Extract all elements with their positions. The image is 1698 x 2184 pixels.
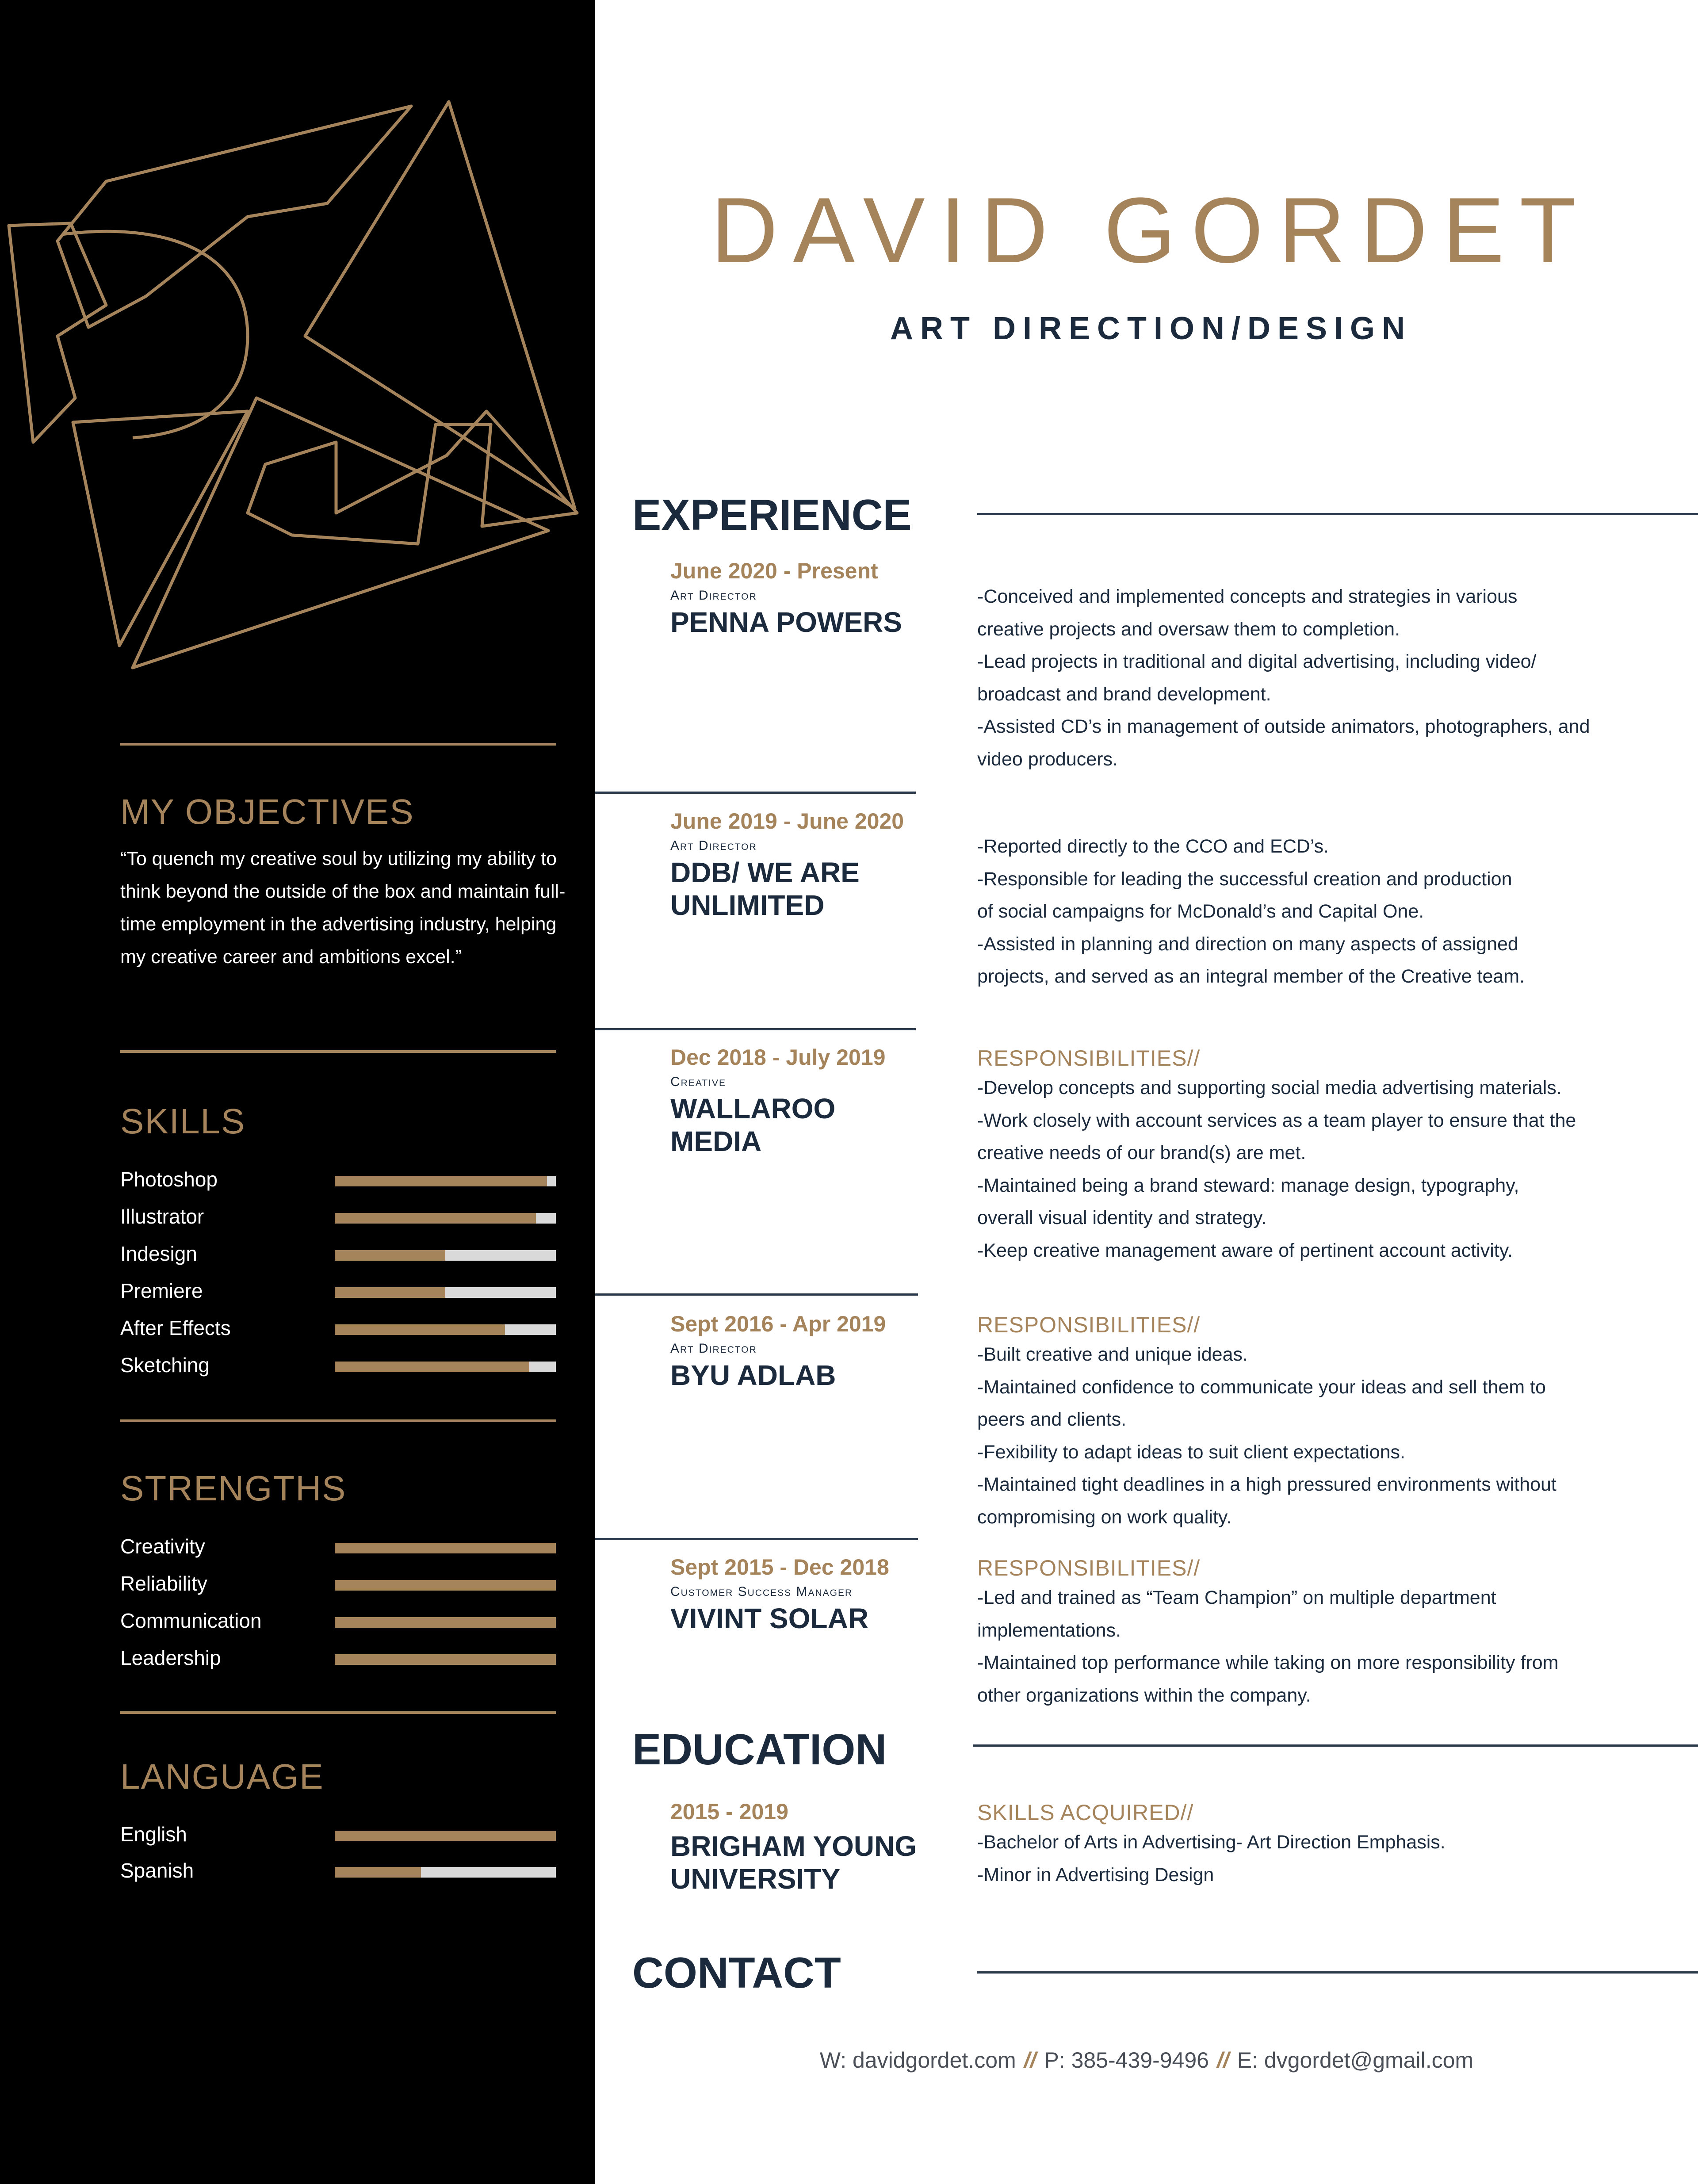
skill-bar-track — [335, 1213, 556, 1224]
strength-label: Creativity — [120, 1535, 205, 1558]
strength-label: Communication — [120, 1609, 262, 1632]
divider — [595, 1538, 918, 1540]
language-bar-track — [335, 1831, 556, 1841]
job-role: Art Director — [670, 838, 757, 853]
desc-line: creative needs of our brand(s) are met. — [977, 1142, 1306, 1163]
job-entry — [670, 1554, 927, 1635]
skill-label: Illustrator — [120, 1205, 204, 1228]
skill-label: Indesign — [120, 1242, 197, 1265]
desc-line: -Develop concepts and supporting social media advertising materials. — [977, 1077, 1562, 1098]
skills-acquired-heading: SKILLS ACQUIRED// — [977, 1800, 1194, 1825]
skill-bar-fill — [335, 1176, 547, 1186]
desc-line: broadcast and brand development. — [977, 683, 1271, 705]
strength-bar-fill — [335, 1617, 556, 1628]
strengths-heading: STRENGTHS — [120, 1469, 347, 1508]
job-description — [977, 1044, 1605, 1267]
desc-line: -Assisted CD’s in management of outside animators, photographers, and — [977, 716, 1590, 737]
desc-line: -Conceived and implemented concepts and strategies in various — [977, 586, 1518, 607]
divider — [120, 743, 556, 746]
desc-line: peers and clients. — [977, 1409, 1127, 1430]
job-role: Creative — [670, 1075, 726, 1089]
skill-bar-track — [335, 1362, 556, 1372]
strength-row — [120, 1533, 556, 1560]
strength-bar-track — [335, 1654, 556, 1665]
desc-line: -Assisted in planning and direction on many aspects of assigned — [977, 933, 1518, 955]
desc-line: -Keep creative management aware of pertinent account activity. — [977, 1239, 1513, 1261]
dg-monogram-icon — [0, 88, 595, 672]
skill-bar-track — [335, 1287, 556, 1298]
contact-website[interactable]: W: davidgordet.com — [819, 2048, 1016, 2073]
skill-bar-fill — [335, 1287, 445, 1298]
job-entry — [670, 808, 927, 922]
desc-line: -Bachelor of Arts in Advertising- Art Direction Emphasis. — [977, 1832, 1446, 1853]
desc-line: -Maintained tight deadlines in a high pressured environments without — [977, 1474, 1556, 1495]
education-dates: 2015 - 2019 — [670, 1799, 788, 1824]
language-bar-fill — [335, 1831, 556, 1841]
job-entry — [670, 1044, 927, 1158]
separator: // — [1216, 2048, 1229, 2073]
skill-bar-track — [335, 1250, 556, 1261]
objectives-heading: MY OBJECTIVES — [120, 792, 414, 831]
job-company: DDB/ WE ARE UNLIMITED — [670, 857, 860, 921]
desc-line: overall visual identity and strategy. — [977, 1207, 1267, 1228]
language-label: Spanish — [120, 1859, 194, 1882]
divider — [973, 1744, 1698, 1747]
contact-phone[interactable]: P: 385-439-9496 — [1044, 2048, 1209, 2073]
education-school: BRIGHAM YOUNG UNIVERSITY — [670, 1830, 917, 1895]
job-role: Customer Success Manager — [670, 1584, 853, 1599]
strength-bar-track — [335, 1543, 556, 1553]
divider — [595, 792, 916, 794]
job-dates: June 2019 - June 2020 — [670, 809, 904, 834]
job-company: PENNA POWERS — [670, 606, 902, 638]
contact-line — [595, 2047, 1698, 2073]
skill-bar-fill — [335, 1324, 505, 1335]
strength-row — [120, 1570, 556, 1597]
desc-line: -Built creative and unique ideas. — [977, 1344, 1248, 1365]
job-company: BYU ADLAB — [670, 1359, 836, 1391]
strength-label: Leadership — [120, 1646, 221, 1669]
desc-line: implementations. — [977, 1619, 1121, 1641]
divider — [120, 1419, 556, 1422]
skill-bar-fill — [335, 1213, 536, 1224]
divider — [595, 1028, 916, 1030]
sidebar — [0, 0, 595, 2184]
skill-row — [120, 1278, 556, 1304]
job-company: VIVINT SOLAR — [670, 1603, 869, 1634]
job-company: WALLAROO MEDIA — [670, 1093, 836, 1157]
job-entry — [670, 558, 927, 639]
job-dates: June 2020 - Present — [670, 558, 878, 583]
skill-bar-fill — [335, 1250, 445, 1261]
objectives-text: “To quench my creative soul by utilizing my ability to think beyond the outside of the box and maintain full-time employment in the advertising industry, helping my creative career and ambitions excel.” — [120, 848, 566, 968]
skill-row — [120, 1240, 556, 1267]
responsibilities-heading: RESPONSIBILITIES// — [977, 1312, 1201, 1337]
education-entry — [670, 1799, 927, 1895]
language-row — [120, 1821, 556, 1847]
job-description — [977, 830, 1605, 993]
desc-line: -Responsible for leading the successful creation and production — [977, 868, 1512, 890]
job-description — [977, 1554, 1605, 1712]
job-dates: Sept 2016 - Apr 2019 — [670, 1312, 886, 1336]
skill-row — [120, 1352, 556, 1378]
desc-line: compromising on work quality. — [977, 1506, 1232, 1528]
desc-line: -Reported directly to the CCO and ECD’s. — [977, 836, 1329, 857]
strength-row — [120, 1607, 556, 1634]
divider — [977, 1971, 1698, 1974]
skill-label: Photoshop — [120, 1168, 218, 1191]
desc-line: -Maintained confidence to communicate your ideas and sell them to — [977, 1376, 1546, 1398]
skills-heading: SKILLS — [120, 1102, 246, 1141]
strength-bar-fill — [335, 1654, 556, 1665]
experience-heading: EXPERIENCE — [632, 490, 912, 539]
divider — [120, 1711, 556, 1714]
job-role: Art Director — [670, 588, 757, 603]
education-heading: EDUCATION — [632, 1725, 887, 1774]
skill-label: After Effects — [120, 1316, 231, 1339]
divider — [977, 513, 1698, 515]
skill-row — [120, 1166, 556, 1193]
strength-bar-fill — [335, 1543, 556, 1553]
skill-row — [120, 1203, 556, 1230]
desc-line: -Maintained being a brand steward: manage design, typography, — [977, 1174, 1519, 1196]
header — [595, 177, 1698, 347]
separator: // — [1024, 2048, 1036, 2073]
divider — [120, 1050, 556, 1053]
desc-line: other organizations within the company. — [977, 1684, 1311, 1706]
skill-bar-track — [335, 1176, 556, 1186]
language-label: English — [120, 1823, 187, 1846]
education-description — [977, 1799, 1605, 1891]
desc-line: projects, and served as an integral member of the Creative team. — [977, 966, 1525, 987]
job-entry — [670, 1311, 927, 1392]
desc-line: -Fexibility to adapt ideas to suit client expectations. — [977, 1441, 1406, 1463]
language-bar-fill — [335, 1867, 421, 1878]
candidate-title: ART DIRECTION/DESIGN — [890, 311, 1412, 346]
language-row — [120, 1857, 556, 1884]
language-heading: LANGUAGE — [120, 1757, 324, 1796]
strength-bar-track — [335, 1580, 556, 1591]
responsibilities-heading: RESPONSIBILITIES// — [977, 1556, 1201, 1580]
desc-line: -Lead projects in traditional and digital advertising, including video/ — [977, 651, 1537, 672]
strength-bar-track — [335, 1617, 556, 1628]
skill-label: Premiere — [120, 1279, 203, 1302]
skill-label: Sketching — [120, 1354, 210, 1377]
language-bar-track — [335, 1867, 556, 1878]
desc-line: -Led and trained as “Team Champion” on multiple department — [977, 1587, 1496, 1608]
job-dates: Dec 2018 - July 2019 — [670, 1045, 886, 1070]
skill-row — [120, 1315, 556, 1341]
desc-line: -Minor in Advertising Design — [977, 1864, 1214, 1886]
strength-bar-fill — [335, 1580, 556, 1591]
strength-row — [120, 1645, 556, 1671]
desc-line: -Maintained top performance while taking on more responsibility from — [977, 1652, 1559, 1673]
desc-line: video producers. — [977, 748, 1118, 770]
contact-heading: CONTACT — [632, 1948, 841, 1997]
skill-bar-fill — [335, 1362, 529, 1372]
responsibilities-heading: RESPONSIBILITIES// — [977, 1046, 1201, 1071]
contact-email[interactable]: E: dvgordet@gmail.com — [1237, 2048, 1474, 2073]
desc-line: creative projects and oversaw them to completion. — [977, 618, 1400, 640]
job-description — [977, 1311, 1605, 1534]
job-dates: Sept 2015 - Dec 2018 — [670, 1555, 889, 1580]
strength-label: Reliability — [120, 1572, 207, 1595]
desc-line: -Work closely with account services as a team player to ensure that the — [977, 1109, 1576, 1131]
skill-bar-track — [335, 1324, 556, 1335]
job-role: Art Director — [670, 1341, 757, 1356]
candidate-name: DAVID GORDET — [711, 178, 1591, 282]
job-description — [977, 581, 1605, 776]
divider — [595, 1293, 918, 1296]
desc-line: of social campaigns for McDonald’s and Capital One. — [977, 901, 1424, 922]
